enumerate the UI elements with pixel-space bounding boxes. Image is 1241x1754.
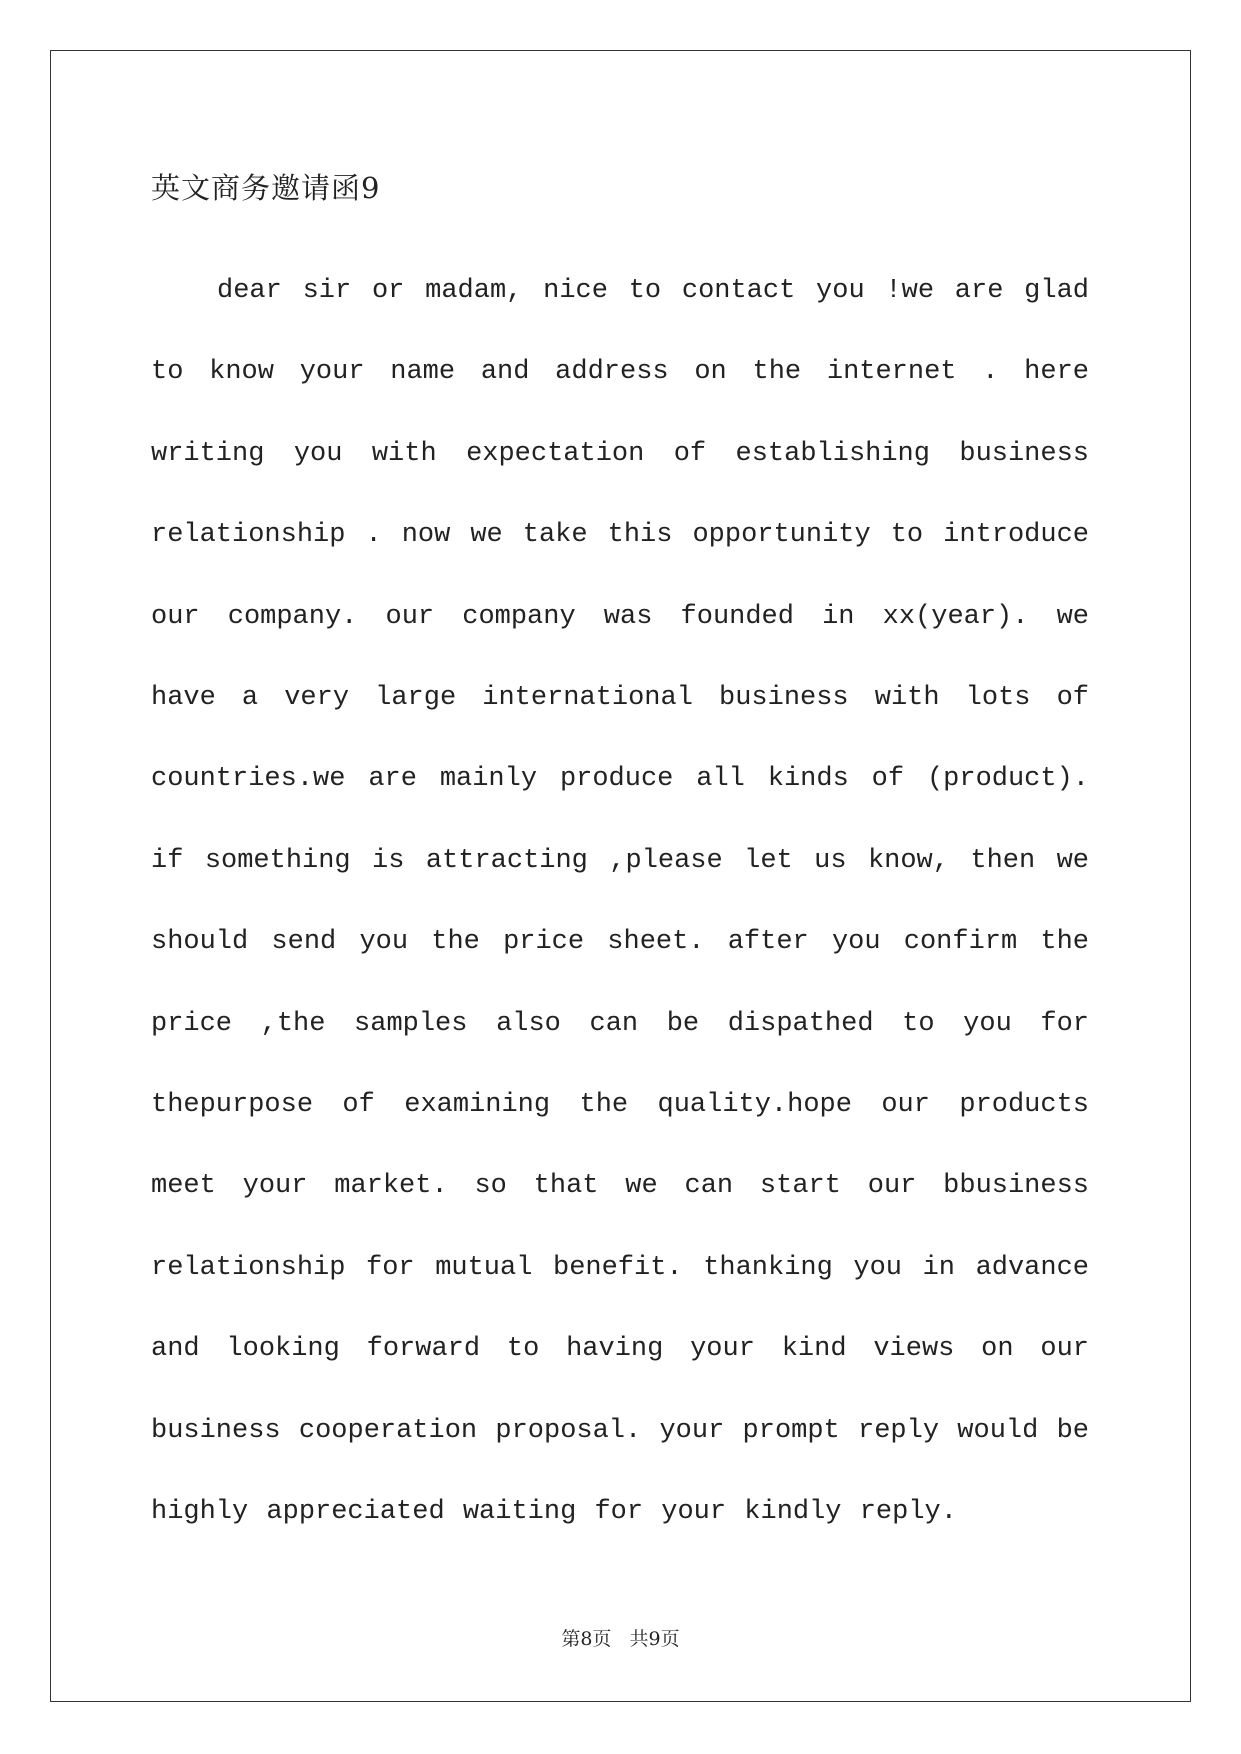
page-number: 第8页 共9页: [561, 1628, 680, 1650]
letter-body: dear sir or madam, nice to contact you !we are glad to know your name and address on the internet . here writing you with expectation of establishing business relationship . now we take this opportunity to introduce our company. our company was founded in xx(year). we have a very large international business with lots of countries.we are mainly produce all kinds of (product). if something is attracting ,please let us know, then we should send you the price sheet. after you confirm the price ,the samples also can be dispathed to you for thepurpose of examining the quality.hope our products meet your market. so that we can start our bbusiness relationship for mutual benefit. thanking you in advance and looking forward to having your kind views on our business cooperation proposal. your prompt reply would be highly appreciated waiting for your kindly reply.: [151, 276, 1089, 1528]
document-title: 英文商务邀请函9: [151, 171, 381, 205]
